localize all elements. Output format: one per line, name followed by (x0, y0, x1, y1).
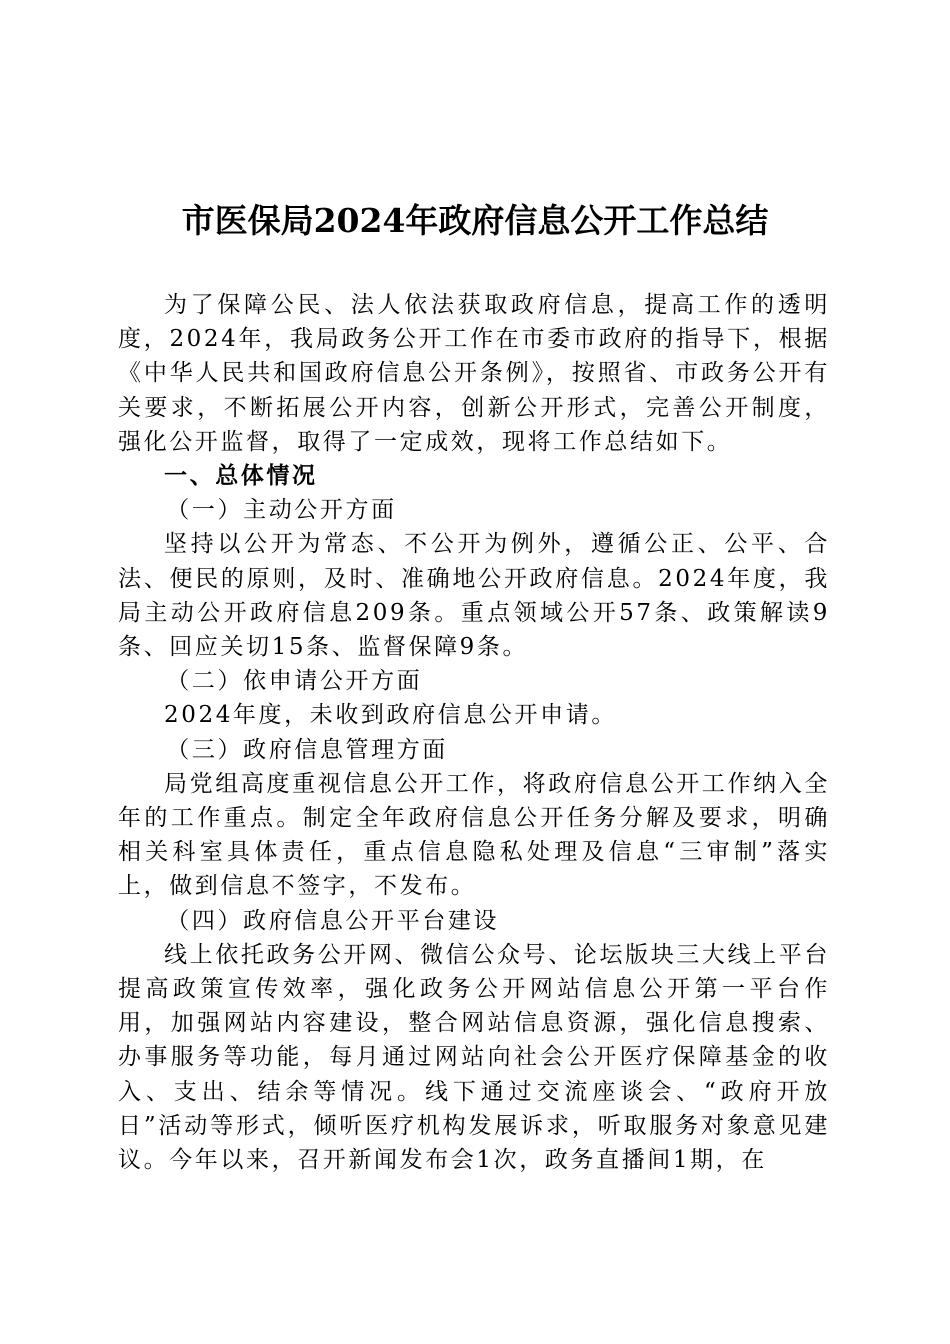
subsection-heading-application-disclosure: （二）依申请公开方面 (166, 668, 423, 695)
document-title: 市医保局2024年政府信息公开工作总结 (181, 201, 769, 240)
application-disclosure-paragraph: 2024年度，未收到政府信息公开申请。 (164, 702, 617, 729)
information-management-paragraph: 局党组高度重视信息公开工作，将政府信息公开工作纳入全年的工作重点。制定全年政府信息公开任务分解及要求，明确相关科室具体责任，重点信息隐私处理及信息“三审制”落实上，做到信息不签字，不发布。 (118, 770, 830, 900)
platform-construction-paragraph: 线上依托政务公开网、微信公众号、论坛版块三大线上平台提高政策宣传效率，强化政务公开网站信息公开第一平台作用，加强网站内容建设，整合网站信息资源，强化信息搜索、办事服务等功能，每月通过网站向社会公开医疗保障基金的收入、支出、结余等情况。线下通过交流座谈会、“政府开放日”活动等形式，倾听医疗机构发展诉求，听取服务对象意见建议。今年以来，召开新闻发布会1次，政务直播间1期，在 (118, 941, 830, 1174)
document-body (118, 288, 830, 1177)
section-heading-overall: 一、总体情况 (164, 462, 318, 490)
subsection-heading-proactive-disclosure: （一）主动公开方面 (166, 497, 397, 524)
subsection-heading-information-management: （三）政府信息管理方面 (166, 736, 448, 763)
proactive-disclosure-paragraph: 坚持以公开为常态、不公开为例外，遵循公正、公平、合法、便民的原则，及时、准确地公开政府信息。2024年度，我局主动公开政府信息209条。重点领域公开57条、政策解读9条、回应关切15条、监督保障9条。 (118, 531, 830, 661)
subsection-heading-platform-construction: （四）政府信息公开平台建设 (166, 907, 500, 934)
intro-paragraph: 为了保障公民、法人依法获取政府信息，提高工作的透明度，2024年，我局政务公开工作在市委市政府的指导下，根据《中华人民共和国政府信息公开条例》，按照省、市政务公开有关要求，不断拓展公开内容，创新公开形式，完善公开制度，强化公开监督，取得了一定成效，现将工作总结如下。 (118, 292, 830, 455)
